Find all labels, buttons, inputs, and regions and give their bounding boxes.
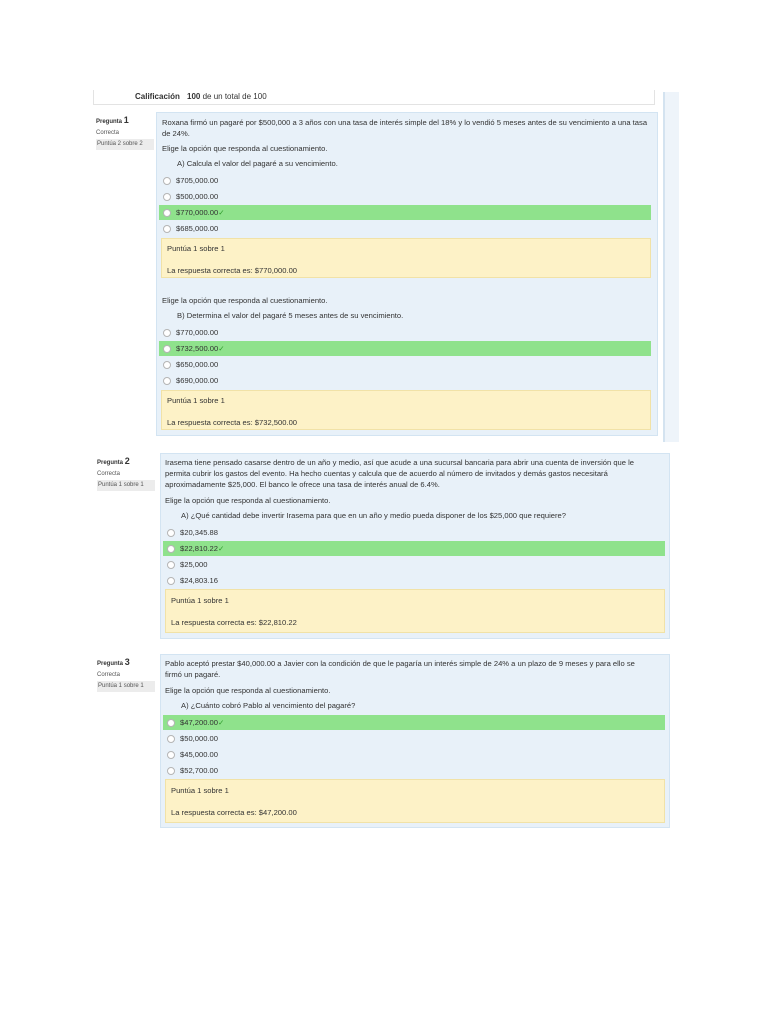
answer-option[interactable]: $650,000.00 [159, 357, 651, 372]
feedback-answer: La respuesta correcta es: $47,200.00 [171, 808, 297, 817]
check-icon: ✓ [218, 718, 225, 727]
question-prompt: Elige la opción que responda al cuestionamiento. [162, 144, 328, 153]
answer-option-correct[interactable]: $770,000.00✓ [159, 205, 651, 220]
answer-option[interactable]: $770,000.00 [159, 325, 651, 340]
question-1 [156, 112, 658, 436]
question-subprompt: B) Determina el valor del pagaré 5 meses antes de su vencimiento. [177, 311, 404, 320]
question-grade: Puntúa 1 sobre 1 [97, 681, 155, 692]
radio-icon[interactable] [163, 345, 171, 353]
radio-icon[interactable] [163, 329, 171, 337]
radio-icon[interactable] [163, 361, 171, 369]
answer-option[interactable]: $20,345.88 [163, 525, 665, 540]
check-icon: ✓ [218, 544, 225, 553]
question-text: Pablo aceptó prestar $40,000.00 a Javier con la condición de que le pagaría un interés simple de 24% a un plazo de 9 meses y para ello se firmó un pagaré. [165, 659, 635, 679]
check-icon: ✓ [218, 208, 225, 217]
radio-icon[interactable] [167, 561, 175, 569]
grade-label: Calificación [135, 92, 180, 101]
feedback-answer: La respuesta correcta es: $22,810.22 [171, 618, 297, 627]
answer-option[interactable]: $24,803.16 [163, 573, 665, 588]
feedback-box [161, 390, 651, 430]
check-icon: ✓ [218, 344, 225, 353]
answer-option[interactable]: $52,700.00 [163, 763, 665, 778]
feedback-score: Puntúa 1 sobre 1 [171, 786, 229, 795]
answer-option-correct[interactable]: $732,500.00✓ [159, 341, 651, 356]
feedback-box [165, 589, 665, 633]
radio-icon[interactable] [163, 377, 171, 385]
question-text: Roxana firmó un pagaré por $500,000 a 3 años con una tasa de interés simple del 18% y lo vendió 5 meses antes de su vencimiento a una tasa de 24%. [162, 118, 648, 138]
answer-option[interactable]: $690,000.00 [159, 373, 651, 388]
answer-option[interactable]: $685,000.00 [159, 221, 651, 236]
feedback-score: Puntúa 1 sobre 1 [167, 396, 225, 405]
question-prompt: Elige la opción que responda al cuestionamiento. [162, 296, 328, 305]
feedback-score: Puntúa 1 sobre 1 [171, 596, 229, 605]
radio-icon[interactable] [163, 225, 171, 233]
scrollbar[interactable] [663, 92, 679, 442]
question-state: Correcta [97, 471, 121, 477]
question-state: Correcta [96, 130, 120, 136]
radio-icon[interactable] [167, 529, 175, 537]
grade-suffix: de un total de 100 [202, 92, 267, 101]
feedback-box [161, 238, 651, 278]
answer-option[interactable]: $25,000 [163, 557, 665, 572]
question-2 [160, 453, 670, 639]
answer-option[interactable]: $45,000.00 [163, 747, 665, 762]
radio-icon[interactable] [163, 177, 171, 185]
answer-option[interactable]: $50,000.00 [163, 731, 665, 746]
question-number: Pregunta 1 [96, 115, 129, 125]
answer-option-correct[interactable]: $22,810.22✓ [163, 541, 665, 556]
answer-option-correct[interactable]: $47,200.00✓ [163, 715, 665, 730]
radio-icon[interactable] [163, 209, 171, 217]
feedback-box [165, 779, 665, 823]
feedback-answer: La respuesta correcta es: $770,000.00 [167, 266, 298, 275]
question-3 [160, 654, 670, 828]
question-text: Irasema tiene pensado casarse dentro de un año y medio, así que acude a una sucursal bancaria para abrir una cuenta de inversión que le permita cubrir los gastos del evento. Ha hecho cuentas y calcula que de acuerdo al número de invitados y demás gastos necesitará aproximadamente $25,000. El banco le ofrece una tasa de interés anual de 6.4%. [165, 458, 635, 489]
question-prompt: Elige la opción que responda al cuestionamiento. [165, 686, 331, 695]
question-grade: Puntúa 1 sobre 1 [97, 480, 155, 491]
radio-icon[interactable] [167, 577, 175, 585]
question-info-2 [97, 456, 155, 491]
grade-value: 100 [187, 92, 201, 101]
question-subprompt: A) ¿Qué cantidad debe invertir Irasema para que en un año y medio pueda disponer de los $25,000 que requiere? [181, 511, 567, 520]
feedback-score: Puntúa 1 sobre 1 [167, 244, 225, 253]
question-number: Pregunta 3 [97, 657, 130, 667]
radio-icon[interactable] [167, 545, 175, 553]
radio-icon[interactable] [167, 735, 175, 743]
grade-summary [93, 90, 655, 105]
grade-value-text [187, 90, 267, 104]
radio-icon[interactable] [167, 719, 175, 727]
radio-icon[interactable] [167, 767, 175, 775]
radio-icon[interactable] [167, 751, 175, 759]
answer-option[interactable]: $500,000.00 [159, 189, 651, 204]
feedback-answer: La respuesta correcta es: $732,500.00 [167, 418, 298, 427]
question-info-3 [97, 657, 155, 692]
question-grade: Puntúa 2 sobre 2 [96, 139, 154, 150]
question-subprompt: A) ¿Cuánto cobró Pablo al vencimiento del pagaré? [181, 701, 356, 710]
question-prompt: Elige la opción que responda al cuestionamiento. [165, 496, 331, 505]
question-state: Correcta [97, 672, 121, 678]
question-number: Pregunta 2 [97, 456, 130, 466]
question-info-1 [96, 115, 154, 150]
answer-option[interactable]: $705,000.00 [159, 173, 651, 188]
question-subprompt: A) Calcula el valor del pagaré a su vencimiento. [177, 159, 338, 168]
radio-icon[interactable] [163, 193, 171, 201]
